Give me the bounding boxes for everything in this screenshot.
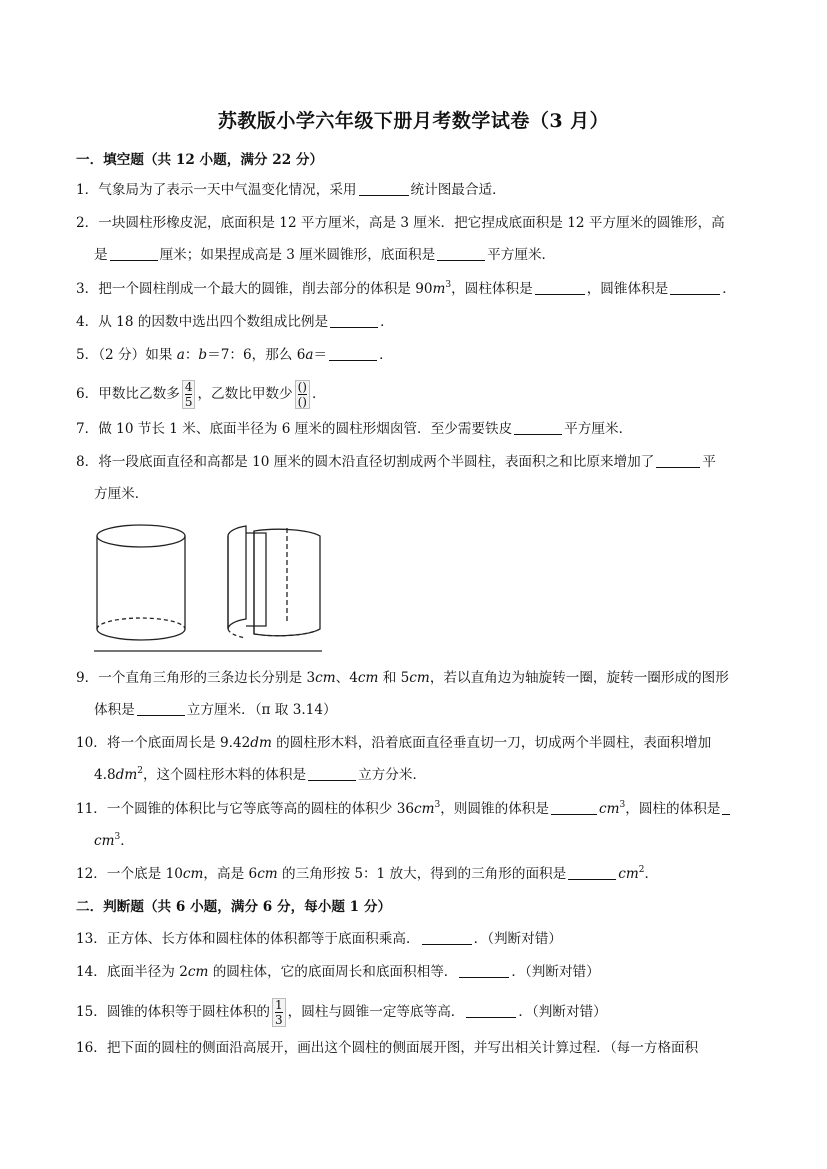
question-7: 7．做 10 节长 1 米、底面半径为 6 厘米的圆柱形烟囱管．至少需要铁皮 平方厘米． (76, 421, 633, 437)
q-number: 5． (76, 347, 99, 363)
answer-blank[interactable] (437, 246, 485, 261)
answer-blank[interactable] (551, 800, 597, 815)
question-16: 16．把下面的圆柱的侧面沿高展开，画出这个圆柱的侧面展开图，并写出相关计算过程．（每一方格面积 (76, 1040, 699, 1056)
q-number: 13． (76, 931, 107, 947)
answer-blank[interactable] (110, 246, 158, 261)
answer-blank[interactable] (466, 1003, 516, 1018)
answer-blank[interactable] (514, 420, 562, 435)
q-number: 11． (76, 801, 107, 817)
q-number: 7． (76, 421, 99, 437)
q-number: 16． (76, 1040, 107, 1056)
answer-blank[interactable] (535, 280, 585, 295)
q-number: 10． (76, 735, 107, 751)
question-12: 12．一个底是 10cm，高是 6cm 的三角形按 5：1 放大，得到的三角形的面积是 $cm^2$． (76, 865, 659, 882)
q-number: 3． (76, 281, 99, 297)
fraction-four-fifths: $\frac{4}{5}$ (182, 380, 196, 409)
q-number: 4． (76, 314, 99, 330)
answer-blank[interactable] (308, 766, 356, 781)
question-11-cont: $cm^3$． (94, 832, 134, 849)
question-1: 1．气象局为了表示一天中气温变化情况，采用 统计图最合适． (76, 182, 506, 198)
answer-blank[interactable] (459, 963, 509, 978)
question-8-cont: 方厘米． (94, 486, 149, 502)
answer-blank[interactable] (137, 701, 185, 716)
answer-blank[interactable] (656, 453, 700, 468)
q-number: 15． (76, 1004, 107, 1020)
answer-blank[interactable] (568, 865, 616, 880)
question-9-cont: 体积是 立方厘米．（π 取 3.14） (94, 702, 337, 718)
question-8: 8．将一段底面直径和高都是 10 厘米的圆木沿直径切割成两个半圆柱，表面积之和比原来增加了 平 (76, 454, 716, 470)
q-number: 2． (76, 215, 99, 231)
question-9: 9．一个直角三角形的三条边长分别是 3cm、4cm 和 5cm，若以直角边为轴旋转一圈，旋转一圈形成的图形 (76, 670, 729, 686)
answer-blank[interactable] (422, 930, 472, 945)
question-2: 2．一块圆柱形橡皮泥，底面积是 12 平方厘米，高是 3 厘米．把它捏成底面积是 12 平方厘米的圆锥形，高 (76, 215, 725, 231)
q-number: 8． (76, 454, 99, 470)
question-13: 13．正方体、长方体和圆柱体的体积都等于底面积乘高． ．（判断对错） (76, 931, 562, 947)
q-number: 9． (76, 670, 99, 686)
answer-blank[interactable] (329, 346, 377, 361)
question-4: 4．从 18 的因数中选出四个数组成比例是 ． (76, 314, 394, 330)
section-fill-in: 一．填空题（共 12 小题，满分 22 分） (76, 152, 324, 168)
question-11: 11．一个圆锥的体积比与它等底等高的圆柱的体积少 $36cm^3$，则圆锥的体积是 $cm^3$，圆柱的体积是 (76, 799, 756, 819)
question-10: 10．将一个底面周长是 9.42dm 的圆柱形木料，沿着底面直径垂直切一刀，切成两个半圆柱，表面积增加 (76, 735, 712, 751)
answer-blank[interactable] (330, 313, 378, 328)
cylinder-cut-figure (94, 519, 326, 655)
question-2-cont: 是 厘米；如果捏成高是 3 厘米圆锥形，底面积是 平方厘米． (94, 247, 556, 263)
question-5: 5．（2 分）如果 a：b＝7：6，那么 6a＝ ． (76, 347, 393, 363)
question-6: 6．甲数比乙数多 $\frac{4}{5}$ ，乙数比甲数少 $\frac{()}{()}$ ． (76, 380, 326, 409)
answer-blank[interactable] (359, 181, 409, 196)
question-3: 3．把一个圆柱削成一个最大的圆锥，削去部分的体积是 $90m^3$，圆柱体积是 ，圆锥体积是 ． (76, 280, 736, 297)
question-10-cont: $4.8dm^2$，这个圆柱形木料的体积是 立方分米． (94, 766, 427, 783)
fraction-one-third: $\frac{1}{3}$ (272, 998, 286, 1027)
q-number: 1． (76, 182, 99, 198)
answer-blank[interactable] (722, 800, 730, 815)
question-14: 14．底面半径为 2cm 的圆柱体，它的底面周长和底面积相等． ．（判断对错） (76, 964, 600, 980)
answer-blank[interactable] (670, 280, 720, 295)
q-number: 6． (76, 386, 99, 402)
section-true-false: 二．判断题（共 6 小题，满分 6 分，每小题 1 分） (76, 899, 392, 915)
q-number: 14． (76, 964, 107, 980)
exam-title: 苏教版小学六年级下册月考数学试卷（3 月） (217, 110, 610, 132)
q-number: 12． (76, 866, 107, 882)
question-15: 15．圆锥的体积等于圆柱体积的 $\frac{1}{3}$ ，圆柱与圆锥一定等底等高． ．（判断对错） (76, 998, 607, 1027)
fraction-answer-box[interactable]: $\frac{()}{()}$ (295, 380, 310, 409)
